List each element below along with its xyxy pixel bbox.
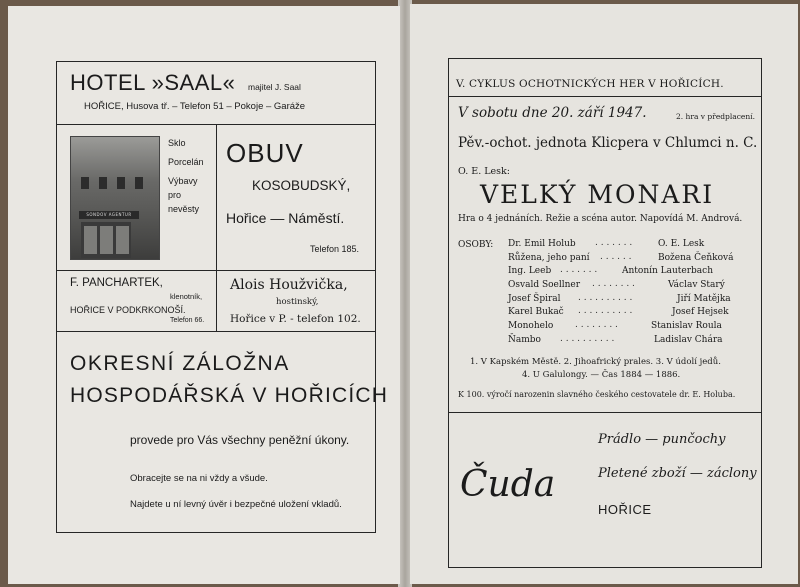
divider	[448, 96, 762, 97]
anniversary-note: K 100. výročí narozenin slavného českého cestovatele dr. E. Holuba.	[458, 390, 736, 399]
bank-services: provede pro Vás všechny peněžní úkony.	[130, 433, 350, 447]
leader-dots: . . . . . . . . . .	[578, 293, 633, 303]
panchartek-trade: klenotník,	[170, 292, 203, 301]
cast-actor: Božena Čeňková	[658, 253, 734, 263]
acts-list: 4. U Galulongy. — Čas 1884 — 1886.	[522, 370, 681, 380]
bank-name-line2: HOSPODÁŘSKÁ V HOŘICÍCH	[70, 384, 389, 407]
bank-name-line1: OKRESNÍ ZÁLOŽNA	[70, 352, 290, 375]
panchartek-place: HOŘICE V PODKRKONOŠÍ.	[70, 305, 186, 315]
obuv-title: OBUV	[226, 138, 304, 168]
leader-dots: . . . . . . .	[560, 265, 598, 275]
divider	[56, 331, 376, 332]
cast-role: Monohelo	[508, 321, 554, 331]
obuv-phone: Telefon 185.	[310, 244, 360, 254]
divider	[448, 412, 762, 413]
cast-actor: Antonín Lauterbach	[622, 266, 714, 276]
cycle-title: V. CYKLUS OCHOTNICKÝCH HER V HOŘICÍCH.	[456, 78, 724, 90]
acts-list: 1. V Kapském Městě. 2. Jihoafrický prales. 3. V údolí jedů.	[470, 357, 721, 367]
shop-item: nevěsty	[168, 204, 200, 214]
divider	[216, 124, 217, 331]
hotel-photo	[70, 136, 160, 260]
play-info: Hra o 4 jednáních. Režie a scéna autor. Napovídá M. Andrová.	[458, 214, 743, 224]
subscription-note: 2. hra v předplacení.	[676, 112, 755, 121]
cast-actor: Stanislav Roula	[651, 321, 722, 331]
houzvicka-name: Alois Houžvička,	[230, 277, 348, 293]
houzvicka-trade: hostinský,	[276, 297, 319, 307]
cast-actor: O. E. Lesk	[658, 239, 705, 249]
leader-dots: . . . . . . . . . .	[560, 334, 615, 344]
shop-item: Sklo	[168, 138, 186, 148]
panchartek-name: F. PANCHARTEK,	[70, 277, 163, 289]
cast-role: Růžena, jeho paní	[508, 253, 590, 263]
cast-label: OSOBY:	[458, 240, 494, 250]
play-title: VELKÝ MONARI	[480, 180, 715, 209]
hotel-name: HOTEL »SAAL«	[70, 70, 236, 95]
shop-item: pro	[168, 190, 182, 200]
photo-sign-text: SONDOV AGENTUR	[86, 212, 132, 217]
cast-role: Josef Špiral	[508, 294, 561, 304]
hotel-owner: majitel J. Saal	[248, 82, 301, 92]
bank-note: Najdete u ní levný úvěr i bezpečné uložení vkladů.	[130, 499, 342, 510]
leader-dots: . . . . . . .	[595, 238, 633, 248]
cast-actor: Václav Starý	[668, 280, 725, 290]
cuda-logo: Čuda	[460, 464, 556, 505]
leader-dots: . . . . . . . .	[575, 320, 618, 330]
cast-role: Karel Bukač	[508, 307, 564, 317]
bank-note: Obracejte se na ni vždy a všude.	[130, 473, 268, 484]
leader-dots: . . . . . .	[600, 252, 632, 262]
theatre-company: Pěv.-ochot. jednota Klicpera v Chlumci n. C.	[458, 135, 758, 151]
play-author: O. E. Lesk:	[458, 166, 511, 177]
leader-dots: . . . . . . . . . .	[578, 306, 633, 316]
cast-actor: Ladislav Chára	[654, 335, 723, 345]
cast-role: Ňambo	[508, 335, 541, 345]
panchartek-phone: Telefon 66.	[170, 317, 205, 324]
leader-dots: . . . . . . . .	[592, 279, 635, 289]
cast-actor: Josef Hejsek	[672, 307, 729, 317]
shop-item: Výbavy	[168, 176, 198, 186]
cuda-place: HOŘICE	[598, 502, 652, 517]
obuv-name: KOSOBUDSKÝ,	[252, 178, 351, 193]
cast-role: Osvald Soellner	[508, 280, 581, 290]
cast-role: Dr. Emil Holub	[508, 239, 576, 249]
obuv-place: Hořice — Náměstí.	[226, 210, 345, 226]
hotel-address: HOŘICE, Husova tř. – Telefon 51 – Pokoje – Garáže	[84, 101, 306, 112]
performance-date: V sobotu dne 20. září 1947.	[458, 105, 647, 121]
cuda-line1: Prádlo — punčochy	[598, 432, 726, 447]
cuda-line2: Pletené zboží — záclony	[598, 466, 757, 481]
cast-role: Ing. Leeb	[508, 266, 552, 276]
shop-item: Porcelán	[168, 157, 204, 167]
cast-actor: Jiří Matějka	[677, 294, 731, 304]
houzvicka-place: Hořice v P. - telefon 102.	[230, 313, 361, 325]
